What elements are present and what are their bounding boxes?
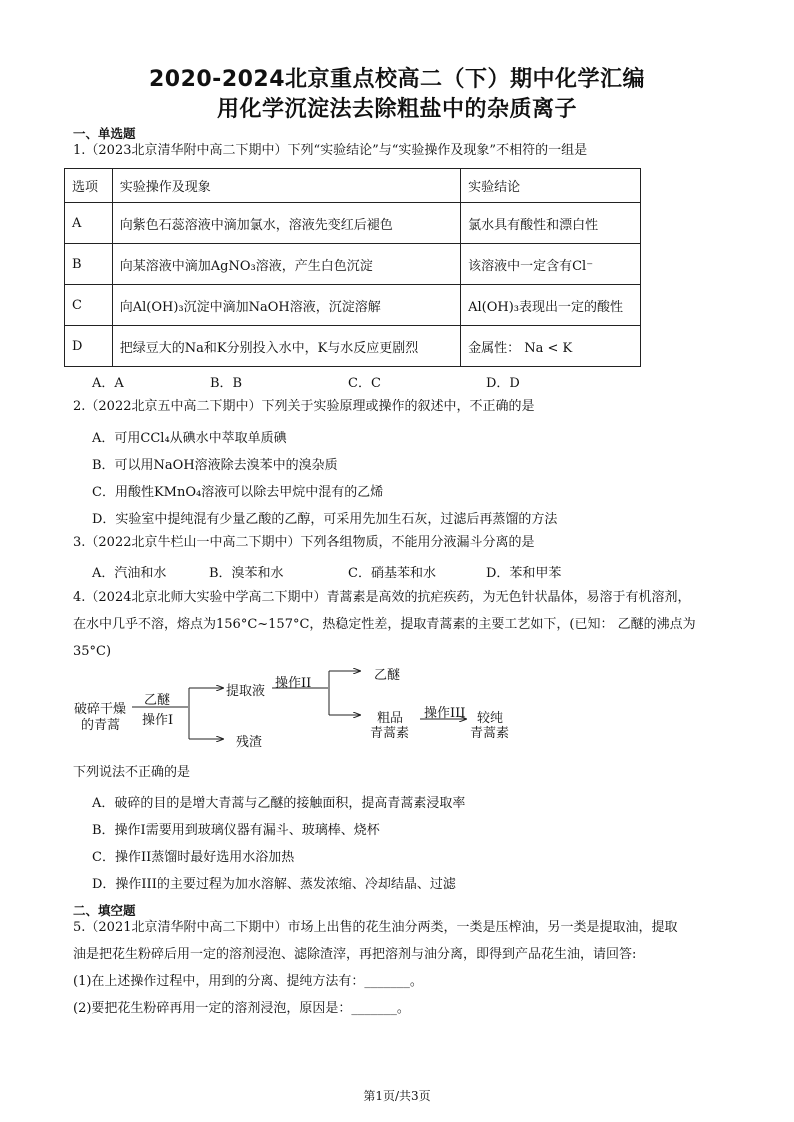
flow-residue-label: 残渣 <box>236 735 263 750</box>
flow-pure-label: 较纯 <box>477 711 504 726</box>
q2-stem: 2.（2022北京五中高二下期中）下列关于实验原理或操作的叙述中，不正确的是 <box>73 399 535 414</box>
flow-crude-label-2: 青蒿素 <box>370 726 410 741</box>
flow-start-label: 破碎干燥 <box>74 702 127 717</box>
page-title: 2020-2024北京重点校高二（下）期中化学汇编 <box>148 67 646 92</box>
flow-op2-label: 操作II <box>275 676 312 691</box>
q1-option-d: D．D <box>486 376 520 391</box>
q4-stem-line1: 4.（2024北京北师大实验中学高二下期中）青蒿素是高效的抗疟疾药，为无色针状晶体，易溶于有机溶剂， <box>73 590 691 605</box>
table-cell-conclusion: 氯水具有酸性和漂白性 <box>461 203 641 244</box>
q3-option-b: B．溴苯和水 <box>209 566 284 581</box>
q3-stem: 3.（2022北京牛栏山一中高二下期中）下列各组物质，不能用分液漏斗分离的是 <box>73 535 535 550</box>
q4-option-b: B．操作I需要用到玻璃仪器有漏斗、玻璃棒、烧杯 <box>92 823 380 838</box>
flow-pure-label-2: 青蒿素 <box>470 726 510 741</box>
table-cell-option: D <box>65 326 113 367</box>
q4-option-d: D．操作III的主要过程为加水溶解、蒸发浓缩、冷却结晶、过滤 <box>92 877 456 892</box>
q1-option-c: C．C <box>348 376 381 391</box>
q2-option-d: D．实验室中提纯混有少量乙酸的乙醇，可采用先加生石灰，过滤后再蒸馏的方法 <box>92 512 558 527</box>
q4-stem-line2: 在水中几乎不溶，熔点为156°C~157°C，热稳定性差，提取青蒿素的主要工艺如下，(已知： 乙醚的沸点为 <box>73 617 696 632</box>
q4-stem-line3: 35°C) <box>73 644 112 659</box>
table-header-cell: 实验操作及现象 <box>112 169 460 203</box>
table-cell-conclusion: 金属性： Na < K <box>461 326 641 367</box>
table-cell-conclusion: 该溶液中一定含有Cl⁻ <box>461 244 641 285</box>
process-flow-diagram <box>70 663 590 763</box>
table-row <box>65 285 641 326</box>
table-row <box>65 203 641 244</box>
q1-option-a: A．A <box>92 376 124 391</box>
q1-option-b: B．B <box>210 376 243 391</box>
table-cell-option: B <box>65 244 113 285</box>
q2-option-c: C．用酸性KMnO₄溶液可以除去甲烷中混有的乙烯 <box>92 485 384 500</box>
section-heading-fill-in: 二、填空题 <box>73 903 136 918</box>
q3-option-c: C．硝基苯和水 <box>348 566 436 581</box>
flow-ether-label: 乙醚 <box>374 668 401 683</box>
table-cell-option: C <box>65 285 113 326</box>
flow-start-label-2: 的青蒿 <box>81 718 121 733</box>
flow-extract-label: 提取液 <box>226 684 266 699</box>
flow-reagent-label: 乙醚 <box>144 693 171 708</box>
q4-option-c: C．操作II蒸馏时最好选用水浴加热 <box>92 850 295 865</box>
flow-op1-label: 操作I <box>142 713 174 728</box>
table-cell-conclusion: Al(OH)₃表现出一定的酸性 <box>461 285 641 326</box>
flow-op3-label: 操作III <box>424 706 466 721</box>
q5-stem-line1: 5.（2021北京清华附中高二下期中）市场上出售的花生油分两类，一类是压榨油，另一类是提取油，提取 <box>73 920 678 935</box>
table-header-row <box>65 169 641 203</box>
q2-option-a: A．可用CCl₄从碘水中萃取单质碘 <box>92 431 287 446</box>
page-footer: 第1页/共3页 <box>363 1089 431 1103</box>
table-cell-option: A <box>65 203 113 244</box>
q1-table <box>64 168 641 367</box>
table-row <box>65 326 641 367</box>
table-cell-operation: 向紫色石蕊溶液中滴加氯水，溶液先变红后褪色 <box>112 203 460 244</box>
table-cell-operation: 把绿豆大的Na和K分别投入水中，K与水反应更剧烈 <box>112 326 460 367</box>
q4-option-a: A．破碎的目的是增大青蒿与乙醚的接触面积，提高青蒿素浸取率 <box>92 796 466 811</box>
section-heading-single-choice: 一、单选题 <box>73 126 136 141</box>
flow-crude-label: 粗品 <box>377 711 404 726</box>
table-cell-operation: 向Al(OH)₃沉淀中滴加NaOH溶液，沉淀溶解 <box>112 285 460 326</box>
q1-stem: 1.（2023北京清华附中高二下期中）下列“实验结论”与“实验操作及现象”不相符的一组是 <box>73 143 588 158</box>
q3-option-d: D．苯和甲苯 <box>486 566 562 581</box>
table-header-cell: 实验结论 <box>461 169 641 203</box>
q5-stem-line2: 油是把花生粉碎后用一定的溶剂浸泡、滤除渣滓，再把溶剂与油分离，即得到产品花生油，请回答: <box>73 947 637 962</box>
q2-option-b: B．可以用NaOH溶液除去溴苯中的溴杂质 <box>92 458 338 473</box>
table-cell-operation: 向某溶液中滴加AgNO₃溶液，产生白色沉淀 <box>112 244 460 285</box>
q3-option-a: A．汽油和水 <box>92 566 167 581</box>
q5-subquestion-2: (2)要把花生粉碎再用一定的溶剂浸泡，原因是：_______。 <box>73 1001 410 1016</box>
table-header-cell: 选项 <box>65 169 113 203</box>
q4-prompt: 下列说法不正确的是 <box>73 765 191 780</box>
q5-subquestion-1: (1)在上述操作过程中，用到的分离、提纯方法有：_______。 <box>73 974 423 989</box>
page-subtitle: 用化学沉淀法去除粗盐中的杂质离子 <box>216 97 577 122</box>
table-row <box>65 244 641 285</box>
